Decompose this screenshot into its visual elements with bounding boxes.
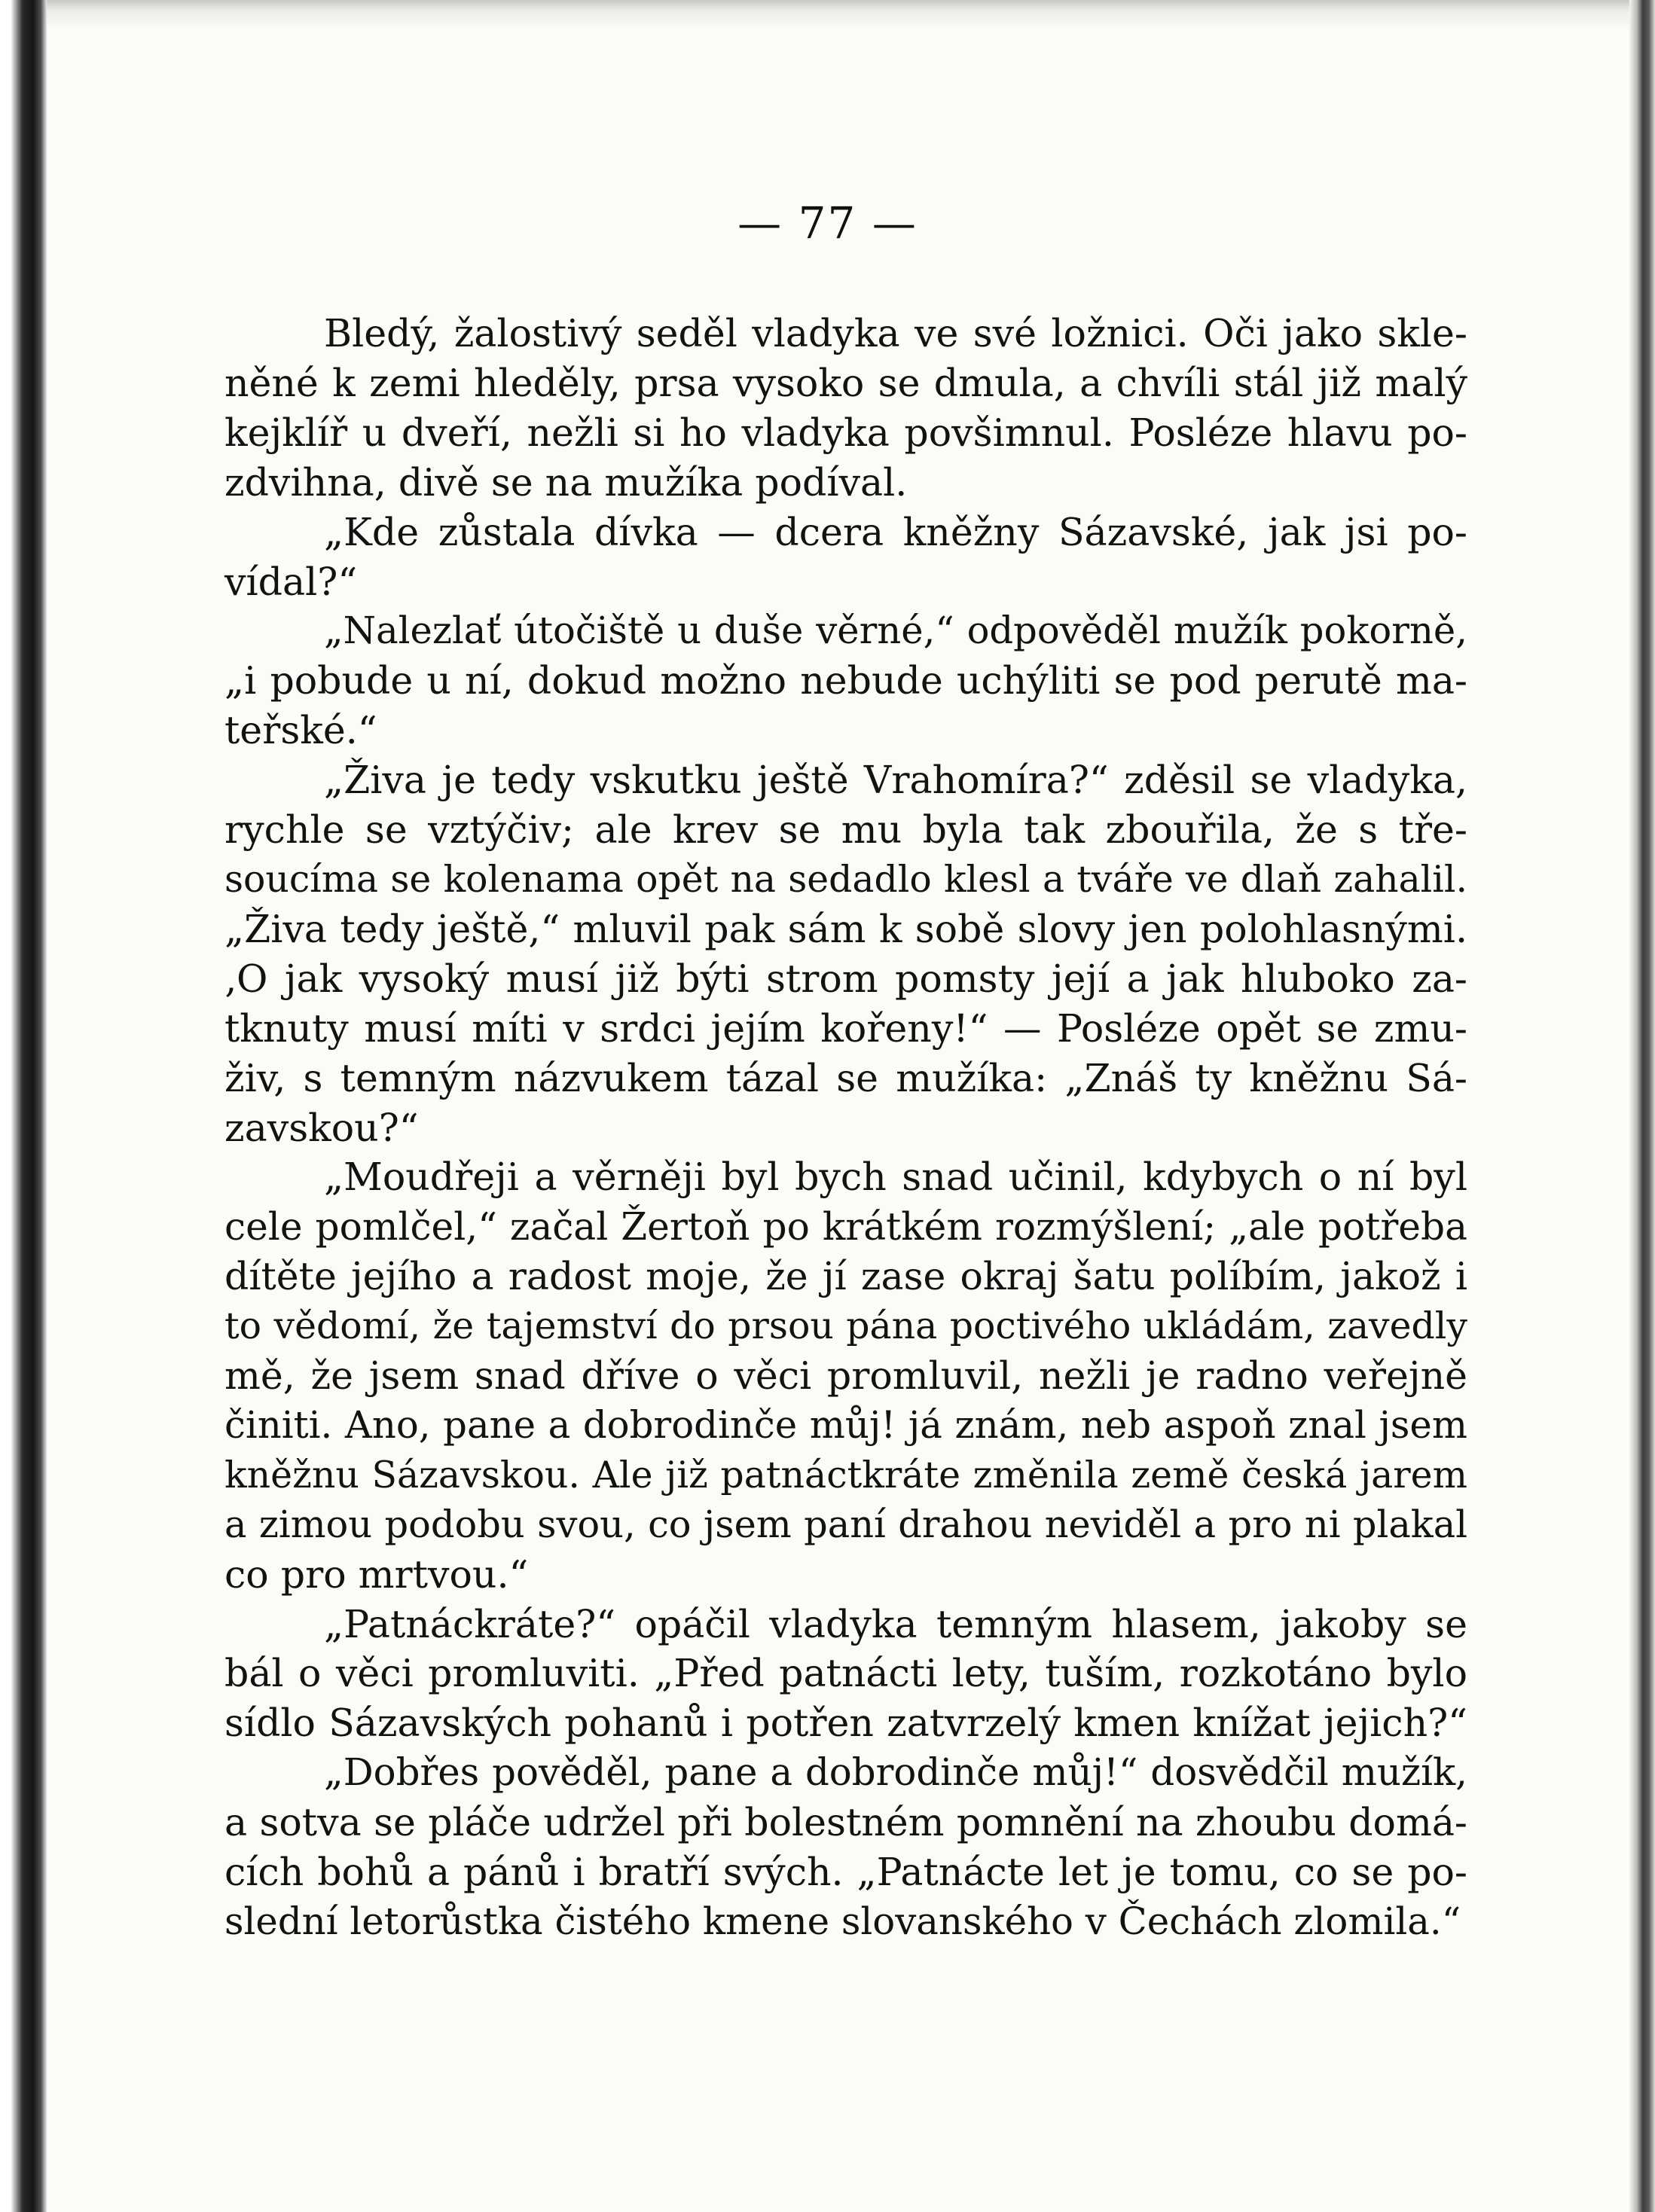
text-line: živ, s temným názvukem tázal se mužíka: „Znáš ty kněžnu Sá- [224, 1055, 1467, 1100]
text-line: teřské.“ [224, 708, 377, 753]
text-line: bál o věci promluviti. „Před patnácti lety, tuším, rozkotáno bylo [224, 1651, 1467, 1696]
text-line: a zimou podobu svou, co jsem paní drahou neviděl a pro ni plakal [224, 1502, 1467, 1546]
text-line: Bledý, žalostivý seděl vladyka ve své ložnici. Oči jako skle- [324, 311, 1467, 355]
text-line: „Nalezlať útočiště u duše věrné,“ odpověděl mužík pokorně, [324, 609, 1467, 653]
text-line: „Dobřes pověděl, pane a dobrodinče můj!“ dosvědčil mužík, [324, 1750, 1467, 1795]
text-line: ‚O jak vysoký musí již býti strom pomsty její a jak hluboko za- [224, 956, 1467, 1001]
text-line: kněžnu Sázavskou. Ale již patnáctkráte změnila země česká jarem [224, 1453, 1467, 1497]
text-line: mě, že jsem snad dříve o věci promluvil, nežli je radno veřejně [224, 1353, 1467, 1399]
text-line: cích bohů a pánů i bratří svých. „Patnácte let je tomu, co se po- [224, 1850, 1467, 1895]
text-line: něné k zemi hleděly, prsa vysoko se dmula, a chvíli stál již malý [224, 360, 1467, 405]
text-line: cele pomlčel,“ začal Žertoň po krátkém rozmýšlení; „ale potřeba [224, 1204, 1467, 1249]
text-line: „Patnáckráte?“ opáčil vladyka temným hlasem, jakoby se [324, 1601, 1467, 1646]
text-line: rychle se vztýčiv; ale krev se mu byla tak zbouřila, že s tře- [224, 807, 1467, 853]
text-line: soucíma se kolenama opět na sedadlo klesl a tváře ve dlaň zahalil. [224, 857, 1467, 901]
text-line: sídlo Sázavských pohanů i potřen zatvrzelý kmen knížat jejich?“ [224, 1701, 1467, 1746]
text-line: zdvihna, divě se na mužíka podíval. [224, 459, 908, 505]
text-line: vídal?“ [224, 559, 358, 604]
page-number: — 77 — [737, 197, 918, 249]
text-line: co pro mrtvou.“ [224, 1551, 529, 1597]
book-spine-shadow [0, 0, 47, 2212]
text-line: „Živa tedy ještě,“ mluvil pak sám k sobě slovy jen polohlasnými. [224, 906, 1467, 951]
text-line: „Živa je tedy vskutku ještě Vrahomíra?“ zděsil se vladyka, [324, 758, 1467, 803]
text-line: dítěte jejího a radost moje, že jí zase okraj šatu políbím, jakož i [224, 1254, 1467, 1299]
text-line: činiti. Ano, pane a dobrodinče můj! já znám, neb aspoň znal jsem [224, 1402, 1467, 1447]
text-line: „Kde zůstala dívka — dcera kněžny Sázavské, jak jsi po- [324, 509, 1467, 554]
text-line: slední letorůstka čistého kmene slovanského v Čechách zlomila.“ [224, 1899, 1461, 1943]
page-right-edge [1629, 0, 1655, 2212]
page-top-edge [47, 0, 1629, 29]
text-line: tknuty musí míti v srdci jejím kořeny!“ — Posléze opět se zmu- [224, 1005, 1467, 1051]
text-line: to vědomí, že tajemství do prsou pána poctivého ukládám, zavedly [224, 1304, 1467, 1348]
text-line: a sotva se pláče udržel při bolestném pomnění na zhoubu domá- [224, 1800, 1467, 1845]
text-line: „Moudřeji a věrněji byl bych snad učinil, kdybych o ní byl [324, 1155, 1467, 1200]
body-text [224, 309, 1467, 1947]
text-line: kejklíř u dveří, nežli si ho vladyka povšimnul. Posléze hlavu po- [224, 410, 1467, 455]
text-line: „i pobude u ní, dokud možno nebude uchýliti se pod perutě ma- [224, 658, 1467, 703]
text-line: zavskou?“ [224, 1105, 419, 1150]
